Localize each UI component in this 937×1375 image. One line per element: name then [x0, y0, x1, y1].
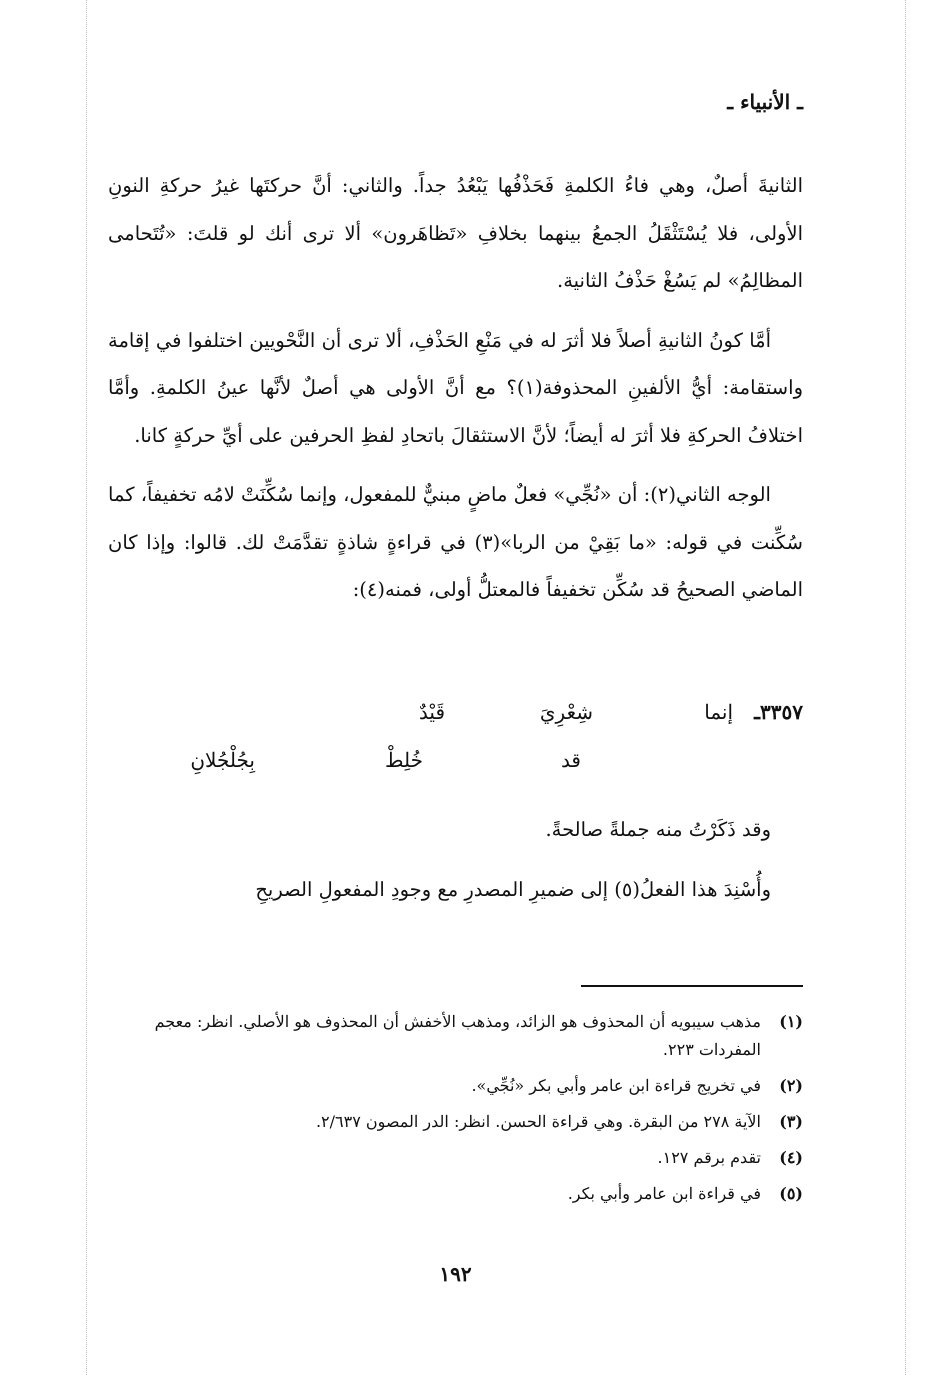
verse-word: بِجُلْجُلانِ [190, 748, 255, 772]
paragraph-3: الوجه الثاني(٢): أن «نُجِّي» فعلٌ ماضٍ مبنيٌّ للمفعول، وإنما سُكِّنَتْ لامُه تخفيفاً، كما سُكِّنت في قوله: «ما بَقِيْ من الربا»(٣) في قراءةٍ شاذةٍ تقدَّمَتْ لك. قالوا: وإذا كان الماضي الصحيحُ قد سُكِّن تخفيفاً فالمعتلُّ أولى، فمنه(٤): [108, 483, 803, 601]
footnote [108, 1180, 803, 1208]
verse-number: ٣٣٥٧ـ [754, 700, 803, 724]
page-number: ١٩٢ [439, 1262, 472, 1286]
paragraph-1: الثانيةَ أصلٌ، وهي فاءُ الكلمةِ فَحَذْفُها يَبْعُدُ جداً. والثاني: أنَّ حركتَها غيرُ حركةِ النونِ الأولى، فلا يُسْتَثْقَلُ الجمعُ بينهما بخلافِ «تَظاهَرون» ألا ترى أنك لو قلتَ: «تُتَحامى المظالِمُ» لم يَسُغْ حَذْفُ الثانية. [108, 174, 803, 292]
footnote [108, 1072, 803, 1100]
footnote [108, 1144, 803, 1172]
footnote-number: (٥) [779, 1184, 803, 1203]
running-header: ـ الأنبياء ـ [727, 90, 803, 114]
footnote-rule [581, 985, 803, 987]
footnote [108, 1108, 803, 1136]
verse-block [108, 700, 803, 795]
verse-word: قَيْدٌ [418, 700, 445, 724]
footnote [108, 1008, 803, 1064]
main-text [108, 162, 803, 626]
paragraph-2: أمَّا كونُ الثانيةِ أصلاً فلا أثرَ له في مَنْعِ الحَذْفِ، ألا ترى أن النَّحْويين اختلفوا في إقامة واستقامة: أيُّ الألفينِ المحذوفة(١)؟ مع أنَّ الأولى هي أصلٌ لأنَّها عينُ الكلمةِ. وأمَّا اختلافُ الحركةِ فلا أثرَ له أيضاً؛ لأنَّ الاستثقالَ باتحادِ لفظِ الحرفين على أيِّ حركةٍ كانا. [108, 328, 803, 447]
scan-margin-right [905, 0, 906, 1375]
footnote-text: مذهب سيبويه أن المحذوف هو الزائد، ومذهب الأخفش أن المحذوف هو الأصلي. انظر: معجم المفردات ٢٢٣. [154, 1012, 761, 1059]
footnote-number: (١) [779, 1012, 803, 1031]
footnote-text: في تخريج قراءة ابن عامر وأبي بكر «نُجِّي». [471, 1076, 761, 1095]
scan-margin-left [86, 0, 87, 1375]
paragraph-5: وأُسْنِدَ هذا الفعلُ(٥) إلى ضميرِ المصدرِ مع وجودِ المفعولِ الصريحِ [255, 878, 771, 901]
verse-word: خُلِطْ [385, 748, 423, 772]
footnotes [108, 1008, 803, 1216]
verse-word: إنما [704, 700, 733, 724]
footnote-text: تقدم برقم ١٢٧. [657, 1148, 761, 1167]
continuation-text [108, 805, 803, 925]
footnote-number: (٢) [779, 1076, 803, 1095]
paragraph-4: وقد ذَكَرْتُ منه جملةً صالحةً. [545, 818, 771, 841]
footnote-number: (٤) [779, 1148, 803, 1167]
verse-word: شِعْرِيَ [539, 700, 593, 724]
footnote-text: الآية ٢٧٨ من البقرة. وهي قراءة الحسن. انظر: الدر المصون ٢/٦٣٧. [315, 1112, 761, 1131]
footnote-text: في قراءة ابن عامر وأبي بكر. [567, 1184, 761, 1203]
verse-word: قد [560, 748, 581, 772]
book-page [108, 0, 803, 1375]
footnote-number: (٣) [779, 1112, 803, 1131]
